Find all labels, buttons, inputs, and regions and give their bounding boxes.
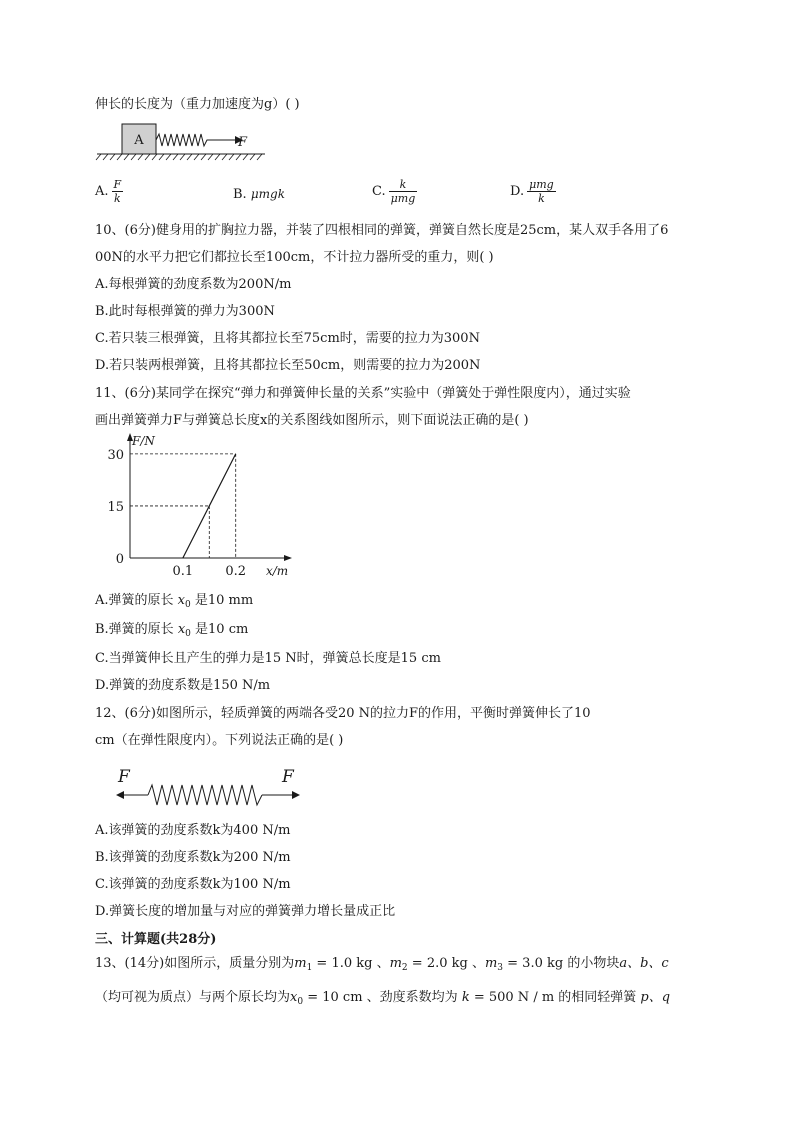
x-tick-label: 0.2 [225,564,247,579]
option-letter: C. [372,184,386,199]
q10-stem-line2: 00N的水平力把它们都拉长至100cm，不计拉力器所受的重力，则( ) [95,250,494,265]
fraction: $\frac{\text{μmg}}{k}$ [529,178,554,205]
x-axis-arrow [284,555,292,561]
q13-stem-line1: 13、(14分)如图所示，质量分别为$m_1 = 1.0$ kg 、$m_2 = 2.0$ kg 、$m_3 = 3.0$ kg 的小物块a、b、c [95,956,669,973]
left-arrowhead [116,791,124,799]
q11-option-b[interactable]: B.弹簧的原长 $x_0$ 是10 cm [95,622,249,639]
section-heading: 三、计算题(共28分) [95,932,217,947]
q12-option-c[interactable]: C.该弹簧的劲度系数k为100 N/m [95,877,291,892]
q9-option-d[interactable] [510,178,556,205]
hatch-mark [103,154,108,160]
y-axis-label: F/N [132,434,155,448]
hatch-mark [138,154,143,160]
q11-option-a[interactable]: A.弹簧的原长 $x_0$ 是10 mm [95,593,254,610]
x0-symbol: $x_0$ [177,622,191,639]
spring [156,134,235,146]
q11-stem-line2: 画出弹簧弹力F与弹簧总长度x的关系图线如图所示，则下面说法正确的是( ) [95,413,529,428]
force-left-label: F [118,767,130,787]
hatch-mark [236,154,241,160]
hatch-mark [243,154,248,160]
hatch-mark [229,154,234,160]
q12-stem-line2: cm（在弹性限度内）。下列说法正确的是( ) [95,733,344,748]
hatch-mark [131,154,136,160]
hatch-mark [152,154,157,160]
x-tick-label: 0.1 [172,564,194,579]
hatch-mark [159,154,164,160]
block-a-label: A [134,133,144,148]
q10-option-a[interactable]: A.每根弹簧的劲度系数为200N/m [95,277,292,292]
hatch-mark [180,154,185,160]
hatch-mark [145,154,150,160]
q11-stem-line1: 11、(6分)某同学在探究“弹力和弹簧伸长量的关系”实验中（弹簧处于弹性限度内），通过实验 [95,386,631,401]
q12-option-d[interactable]: D.弹簧长度的增加量与对应的弹簧弹力增长量成正比 [95,904,396,919]
right-arrowhead [292,791,300,799]
q9-option-a[interactable] [95,178,123,205]
option-letter: D. [510,184,525,199]
option-expr: μmgk [250,187,285,201]
hatch-mark [208,154,213,160]
q9-block-spring-figure [95,120,270,168]
q13-stem-line2: （均可视为质点）与两个原长均为$x_0 = 10$ cm 、劲度系数均为 k = 500 N / m 的相同轻弹簧 p、q [95,990,671,1007]
y-tick-label: 15 [107,499,124,515]
hatch-mark [257,154,262,160]
hatch-mark [173,154,178,160]
hatch-mark [201,154,206,160]
force-right-label: F [282,767,294,787]
q10-option-b[interactable]: B.此时每根弹簧的弹力为300N [95,304,275,319]
spring [148,785,262,805]
q10-option-c[interactable]: C.若只装三根弹簧，且将其都拉长至75cm时，需要的拉力为300N [95,331,480,346]
y-tick-label: 30 [107,447,124,463]
hatch-mark [96,154,101,160]
x0-symbol: $x_0$ [177,593,191,610]
q9-option-b[interactable] [233,185,285,204]
hatch-mark [124,154,129,160]
ground-hatch [96,154,262,160]
q12-spring-figure [110,762,310,812]
q11-force-length-chart [95,432,295,582]
q9-option-c[interactable] [372,178,417,205]
hatch-mark [250,154,255,160]
x-axis-label: x/m [266,564,289,578]
hatch-mark [166,154,171,160]
force-label: F [238,135,248,150]
q9-tail-text: 伸长的长度为（重力加速度为g）( ) [95,97,300,112]
q12-option-b[interactable]: B.该弹簧的劲度系数k为200 N/m [95,850,291,865]
hatch-mark [194,154,199,160]
q11-option-c[interactable]: C.当弹簧伸长且产生的弹力是15 N时，弹簧总长度是15 cm [95,651,441,666]
q12-option-a[interactable]: A.该弹簧的劲度系数k为400 N/m [95,823,291,838]
hatch-mark [117,154,122,160]
q10-stem-line1: 10、(6分)健身用的扩胸拉力器，并装了四根相同的弹簧，弹簧自然长度是25cm，某人双手各用了6 [95,223,669,238]
hatch-mark [222,154,227,160]
q12-stem-line1: 12、(6分)如图所示，轻质弹簧的两端各受20 N的拉力F的作用，平衡时弹簧伸长了10 [95,706,591,721]
q11-option-d[interactable]: D.弹簧的劲度系数是150 N/m [95,678,271,693]
option-letter: B. [233,187,247,202]
hatch-mark [215,154,220,160]
hatch-mark [187,154,192,160]
option-letter: A. [95,184,109,199]
hatch-mark [110,154,115,160]
fraction: $\frac{F}{k}$ [113,178,122,205]
y-tick-label: 0 [115,552,124,567]
fraction: $\frac{k}{\text{μmg}}$ [390,178,416,205]
q10-option-d[interactable]: D.若只装两根弹簧，且将其都拉长至50cm，则需要的拉力为200N [95,358,481,373]
